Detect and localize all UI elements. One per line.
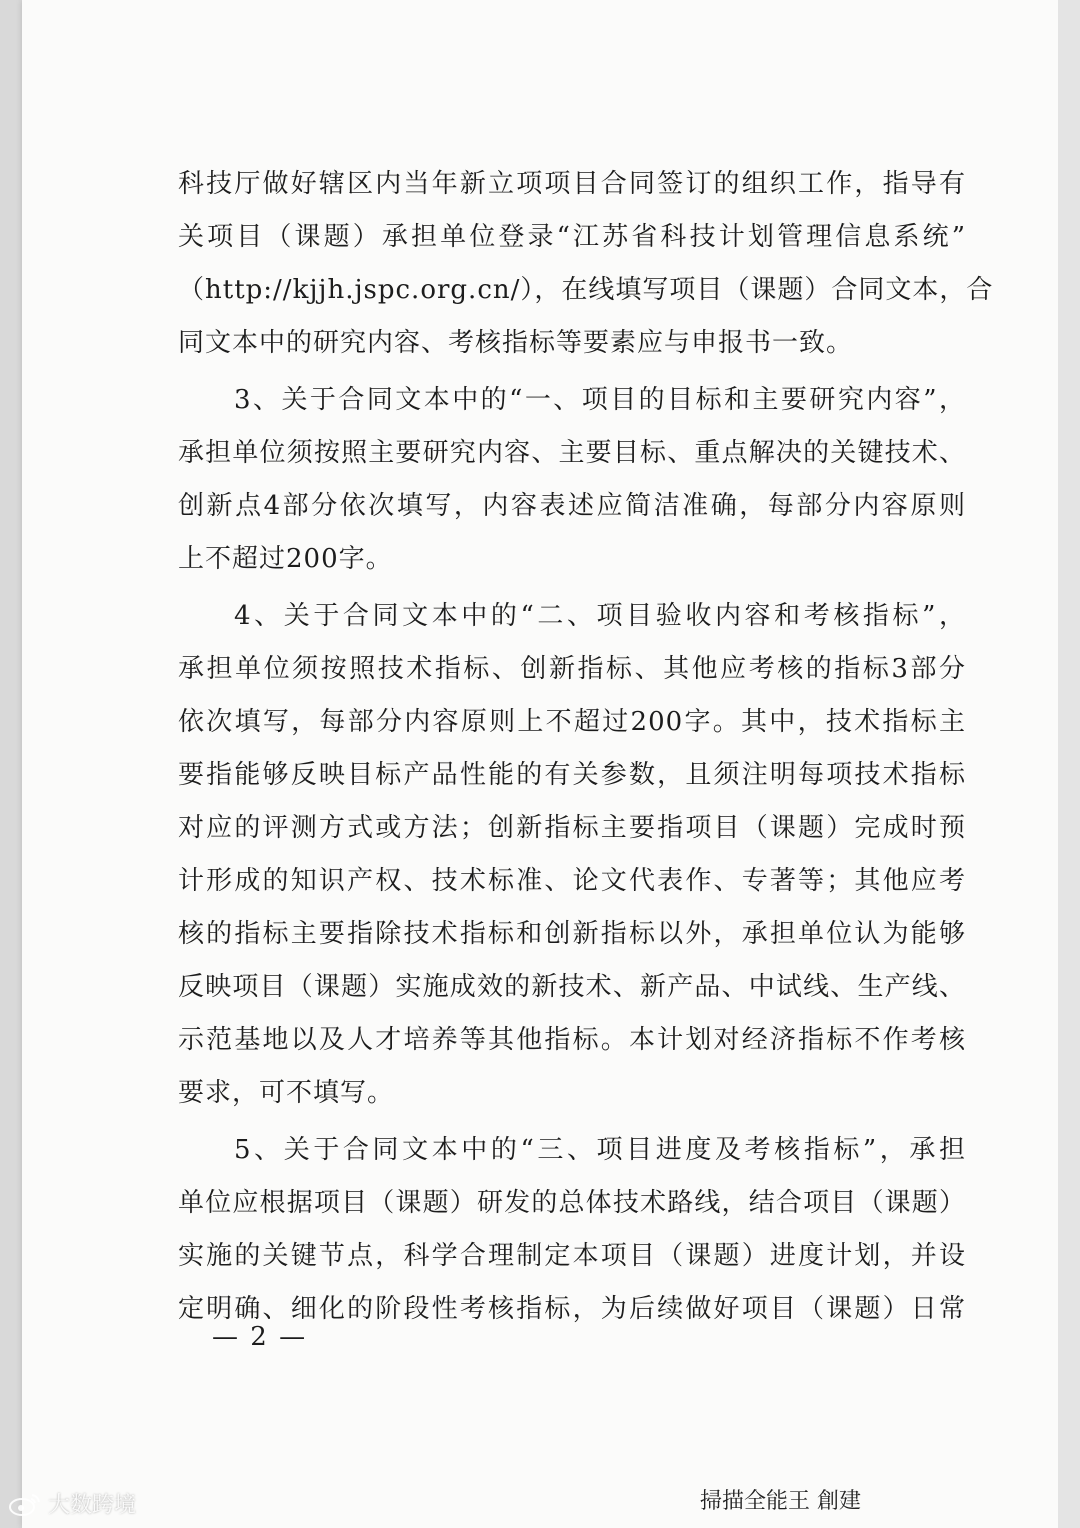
- text-line: 实施的关键节点，科学合理制定本项目（课题）进度计划，并设: [178, 1241, 966, 1271]
- text-line: 上不超过200字。: [178, 544, 393, 574]
- text-line: 核的指标主要指除技术指标和创新指标以外，承担单位认为能够: [178, 919, 966, 949]
- weibo-logo-icon: [8, 1491, 42, 1517]
- paragraph-5: [178, 1124, 966, 1336]
- paragraph-4: [178, 590, 966, 1120]
- document-page: [22, 0, 1058, 1528]
- text-line: 同文本中的研究内容、考核指标等要素应与申报书一致。: [178, 328, 854, 358]
- text-line: 示范基地以及人才培养等其他指标。本计划对经济指标不作考核: [178, 1025, 966, 1055]
- text-line: 5、关于合同文本中的“三、项目进度及考核指标”，承担: [234, 1135, 966, 1165]
- scanner-mark: 掃描全能王 創建: [700, 1489, 861, 1514]
- paragraph-3: [178, 374, 966, 586]
- text-line: 要指能够反映目标产品性能的有关参数，且须注明每项技术指标: [178, 760, 966, 790]
- text-line: 承担单位须按照技术指标、创新指标、其他应考核的指标3部分: [178, 654, 966, 684]
- watermark-text: 大数跨境: [48, 1493, 137, 1518]
- text-line: 计形成的知识产权、技术标准、论文代表作、专著等；其他应考: [178, 866, 966, 896]
- text-line: 定明确、细化的阶段性考核指标，为后续做好项目（课题）日常: [178, 1294, 966, 1324]
- text-line: 要求，可不填写。: [178, 1078, 395, 1108]
- text-line: 创新点4部分依次填写，内容表述应简洁准确，每部分内容原则: [178, 491, 966, 521]
- page-number: — 2 —: [212, 1322, 308, 1352]
- text-line: 对应的评测方式或方法；创新指标主要指项目（课题）完成时预: [178, 813, 966, 843]
- text-line: 单位应根据项目（课题）研发的总体技术路线，结合项目（课题）: [178, 1188, 966, 1218]
- text-line: 依次填写，每部分内容原则上不超过200字。其中，技术指标主: [178, 707, 966, 737]
- text-line: 关项目（课题）承担单位登录“江苏省科技计划管理信息系统”: [178, 222, 966, 252]
- text-line: 承担单位须按照主要研究内容、主要目标、重点解决的关键技术、: [178, 438, 966, 468]
- watermark: [8, 1488, 136, 1519]
- text-line: 科技厅做好辖区内当年新立项项目合同签订的组织工作，指导有: [178, 169, 966, 199]
- body-text: [178, 158, 994, 1336]
- text-line: 3、关于合同文本中的“一、项目的目标和主要研究内容”，: [234, 385, 966, 415]
- text-line: （http://kjjh.jspc.org.cn/），在线填写项目（课题）合同文本，合: [178, 275, 994, 305]
- text-line: 反映项目（课题）实施成效的新技术、新产品、中试线、生产线、: [178, 972, 966, 1002]
- paragraph-1: [178, 158, 994, 370]
- scan-edge: [1058, 0, 1080, 1528]
- text-line: 4、关于合同文本中的“二、项目验收内容和考核指标”，: [234, 601, 966, 631]
